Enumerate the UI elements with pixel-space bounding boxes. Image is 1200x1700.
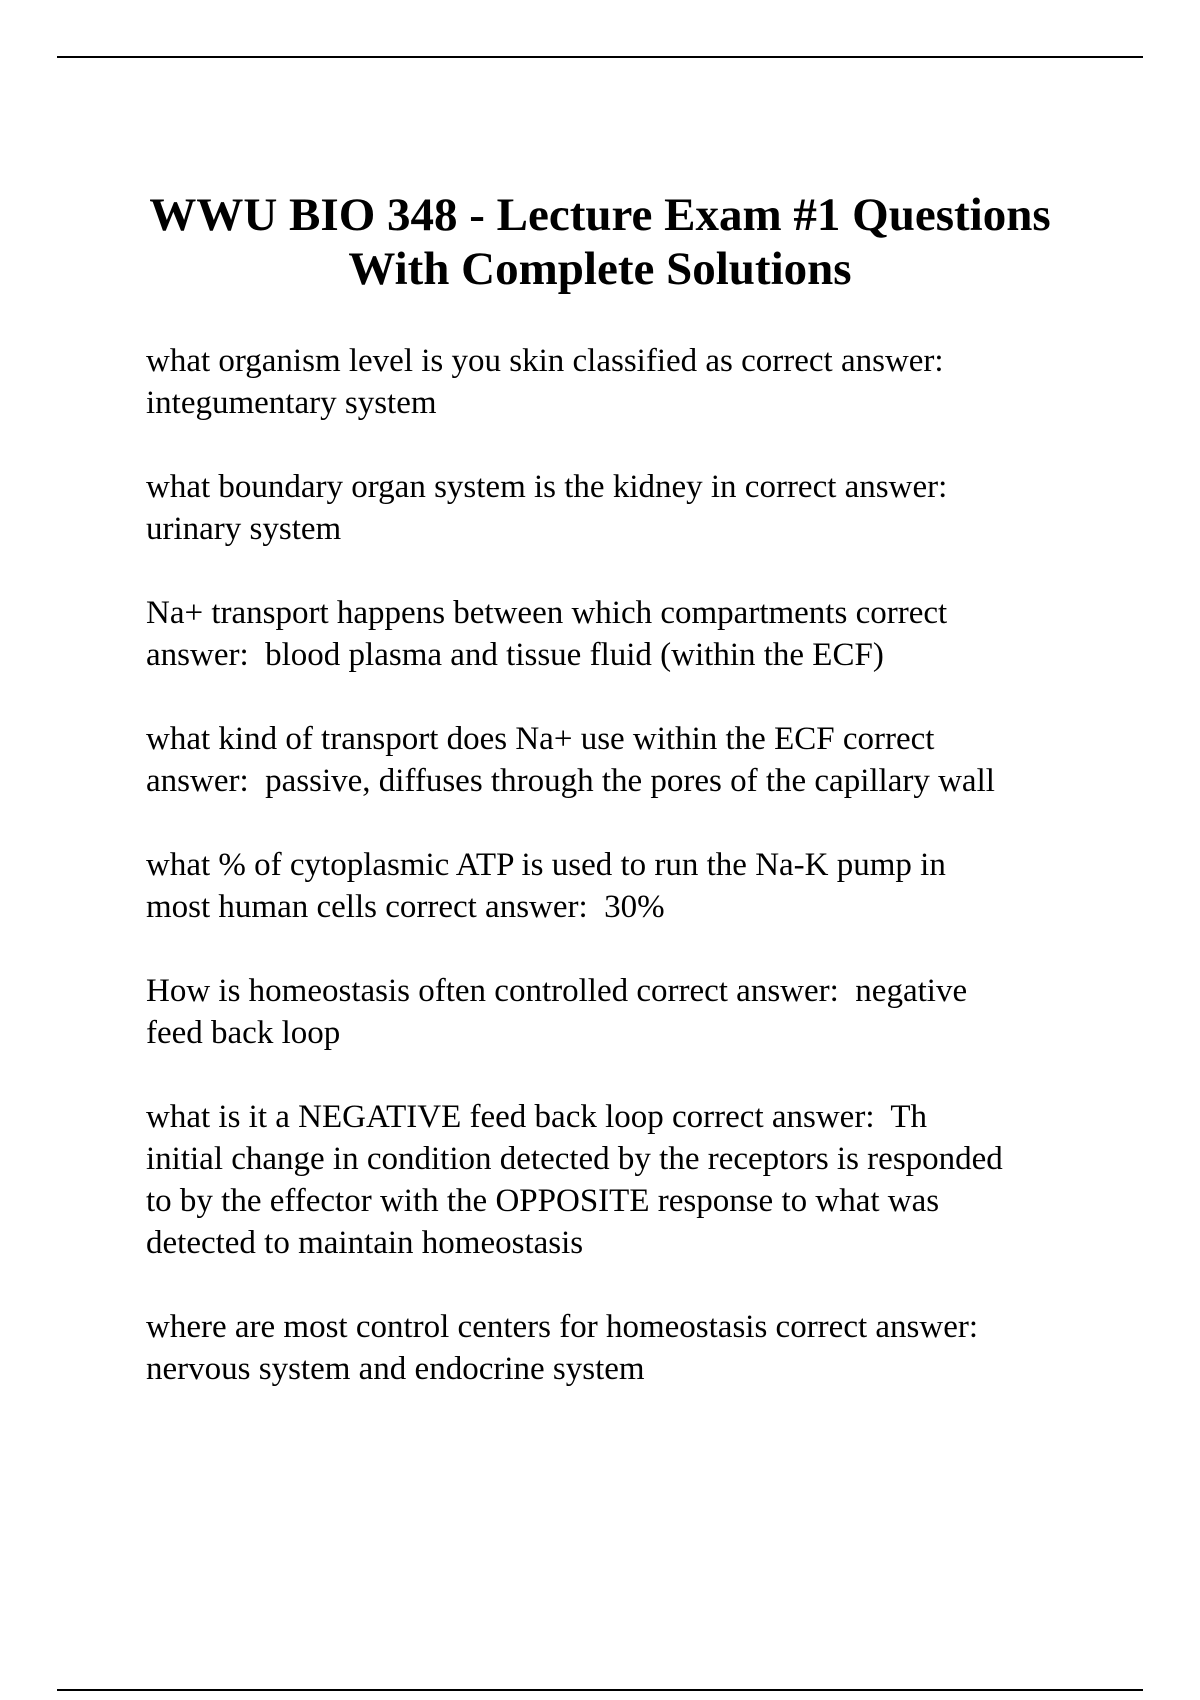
qa-line: what boundary organ system is the kidney in correct answer: <box>146 469 948 505</box>
qa-line: detected to maintain homeostasis <box>146 1225 584 1261</box>
qa-line: Na+ transport happens between which compartments correct <box>146 595 948 631</box>
qa-line: initial change in condition detected by the receptors is responded <box>146 1141 1003 1177</box>
qa-item-negative-feedback <box>146 1096 1106 1264</box>
page-title <box>100 188 1100 296</box>
qa-line: How is homeostasis often controlled correct answer: negative <box>146 973 968 1009</box>
qa-line: integumentary system <box>146 385 437 421</box>
qa-line: what % of cytoplasmic ATP is used to run the Na-K pump in <box>146 847 946 883</box>
qa-item-homeostasis-control <box>146 970 1106 1054</box>
qa-item-na-transport-kind <box>146 718 1106 802</box>
qa-line: to by the effector with the OPPOSITE response to what was <box>146 1183 940 1219</box>
qa-item-atp-percent <box>146 844 1106 928</box>
title-line: WWU BIO 348 - Lecture Exam #1 Questions <box>149 189 1051 241</box>
qa-line: what kind of transport does Na+ use within the ECF correct <box>146 721 935 757</box>
top-divider <box>57 56 1143 58</box>
qa-item-skin-level <box>146 340 1106 424</box>
qa-item-control-centers <box>146 1306 1106 1390</box>
qa-item-na-compartments <box>146 592 1106 676</box>
title-line: With Complete Solutions <box>348 243 852 295</box>
qa-item-kidney-system <box>146 466 1106 550</box>
qa-line: feed back loop <box>146 1015 341 1051</box>
qa-line: what is it a NEGATIVE feed back loop correct answer: Th <box>146 1099 928 1135</box>
qa-line: where are most control centers for homeostasis correct answer: <box>146 1309 979 1345</box>
bottom-divider <box>57 1689 1143 1691</box>
qa-line: nervous system and endocrine system <box>146 1351 645 1387</box>
qa-line: answer: passive, diffuses through the pores of the capillary wall <box>146 763 995 799</box>
qa-line: what organism level is you skin classified as correct answer: <box>146 343 944 379</box>
qa-list <box>146 340 1106 1432</box>
qa-line: answer: blood plasma and tissue fluid (within the ECF) <box>146 637 884 673</box>
qa-line: most human cells correct answer: 30% <box>146 889 665 925</box>
qa-line: urinary system <box>146 511 342 547</box>
